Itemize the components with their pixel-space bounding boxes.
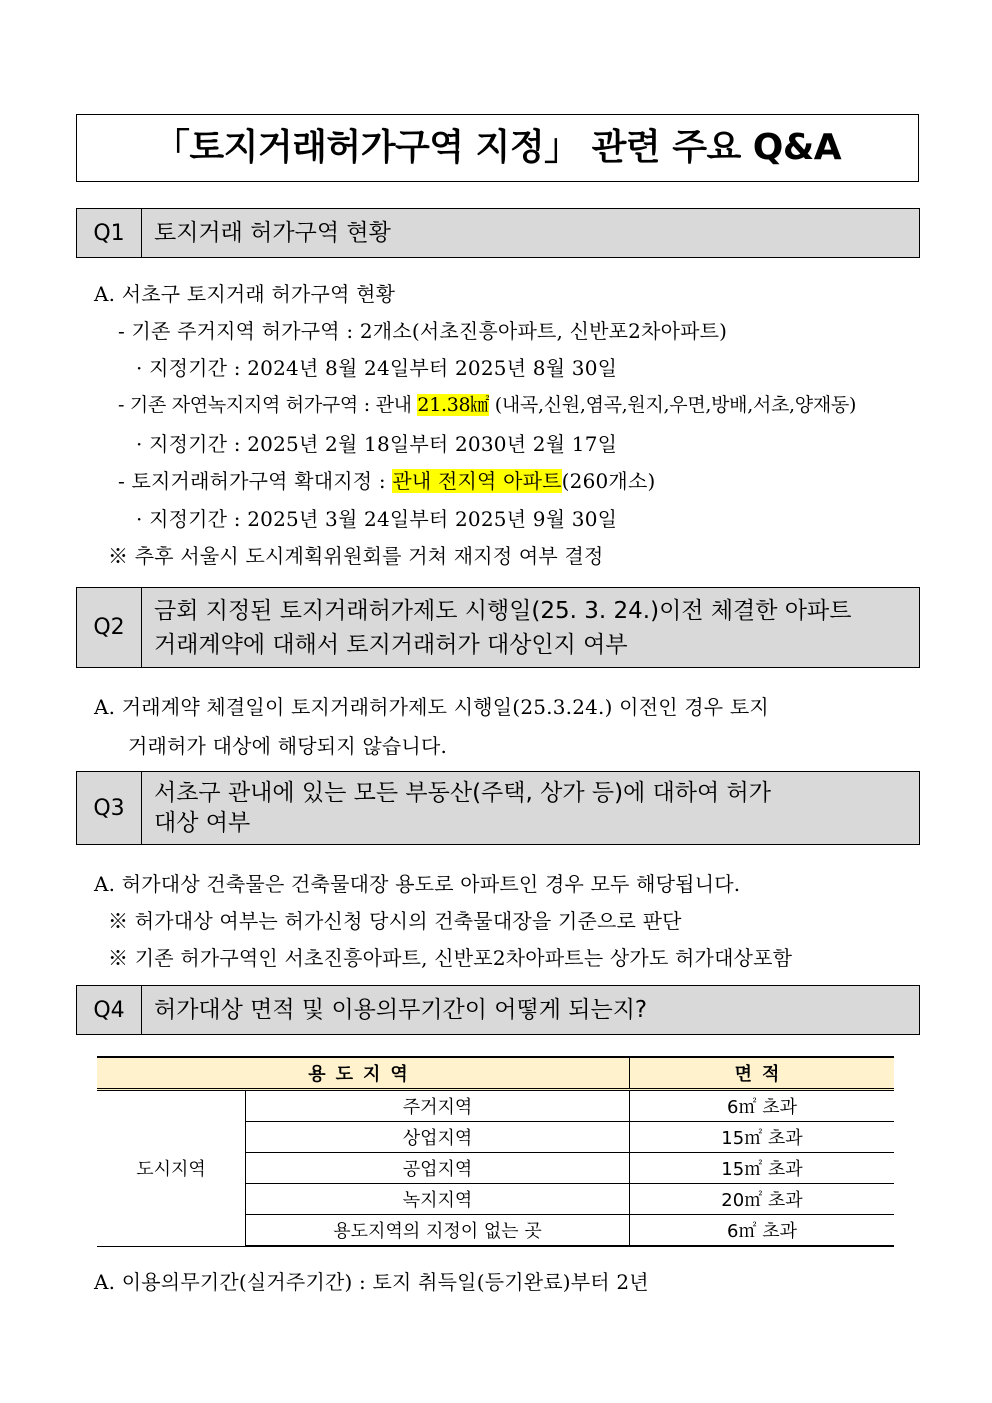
answer-note: ※ 기존 허가구역인 서초진흥아파트, 신반포2차아파트는 상가도 허가대상포함 [108,946,793,970]
question-line: 대상 여부 [154,810,251,836]
zone-cell: 상업지역 [246,1122,630,1153]
answer-text: - 토지거래허가구역 확대지정 : [118,469,393,493]
question-text: 토지거래 허가구역 현황 [154,220,391,246]
area-cell: 20㎡ 초과 [630,1184,895,1215]
highlight-all-apartments: 관내 전지역 아파트 [392,469,562,493]
answer-line: - 기존 주거지역 허가구역 : 2개소(서초진흥아파트, 신반포2차아파트) [118,319,728,343]
highlight-area: 21.38㎢ [417,394,490,416]
question-box-q4 [76,985,920,1035]
answer-subline: · 지정기간 : 2024년 8월 24일부터 2025년 8월 30일 [136,356,618,380]
area-threshold-table [97,1056,894,1247]
page-title: 「토지거래허가구역 지정」 관련 주요 Q&A [76,114,919,182]
question-line: 금회 지정된 토지거래허가제도 시행일(25. 3. 24.)이전 체결한 아파트 [154,597,852,624]
question-box-q3 [76,771,920,845]
table-row [97,1090,894,1122]
zone-cell: 주거지역 [246,1090,630,1122]
zone-cell: 공업지역 [246,1153,630,1184]
question-text [142,772,919,844]
question-line: 거래계약에 대해서 토지거래허가 대상인지 여부 [154,631,628,658]
area-cell: 6㎡ 초과 [630,1090,895,1122]
answer-line: A. 허가대상 건축물은 건축물대장 용도로 아파트인 경우 모두 해당됩니다. [94,872,741,896]
answer-line: 거래허가 대상에 해당되지 않습니다. [128,734,448,758]
answer-line: A. 이용의무기간(실거주기간) : 토지 취득일(등기완료)부터 2년 [94,1270,649,1294]
question-number: Q2 [77,588,142,667]
question-line: 서초구 관내에 있는 모든 부동산(주택, 상가 등)에 대하여 허가 [154,780,771,806]
question-text [142,588,919,667]
zone-cell: 용도지역의 지정이 없는 곳 [246,1215,630,1247]
header-zone: 용도지역 [97,1057,630,1090]
answer-text: - 기존 자연녹지지역 허가구역 : 관내 [118,394,418,416]
answer-note: ※ 추후 서울시 도시계획위원회를 거쳐 재지정 여부 결정 [108,544,604,568]
answer-line: A. 거래계약 체결일이 토지거래허가제도 시행일(25.3.24.) 이전인 경우 토지 [94,695,769,719]
header-area: 면적 [630,1057,895,1090]
area-cell: 6㎡ 초과 [630,1215,895,1247]
answer-text: (내곡,신원,염곡,원지,우면,방배,서초,양재동) [489,394,857,416]
area-cell: 15㎡ 초과 [630,1153,895,1184]
question-box-q1 [76,208,920,258]
question-number: Q4 [77,986,142,1034]
answer-note: ※ 허가대상 여부는 허가신청 당시의 건축물대장을 기준으로 판단 [108,909,682,933]
answer-line [118,465,655,494]
question-number: Q1 [77,209,142,257]
group-cell: 도시지역 [97,1090,246,1247]
table-header-row [97,1057,894,1090]
answer-line [118,390,856,417]
question-number: Q3 [77,772,142,844]
area-cell: 15㎡ 초과 [630,1122,895,1153]
answer-subline: · 지정기간 : 2025년 2월 18일부터 2030년 2월 17일 [136,432,618,456]
question-text: 허가대상 면적 및 이용의무기간이 어떻게 되는지? [154,997,648,1023]
zone-cell: 녹지지역 [246,1184,630,1215]
answer-heading: A. 서초구 토지거래 허가구역 현황 [94,282,396,306]
question-box-q2 [76,587,920,668]
answer-subline: · 지정기간 : 2025년 3월 24일부터 2025년 9월 30일 [136,507,618,531]
answer-text: (260개소) [561,469,656,493]
